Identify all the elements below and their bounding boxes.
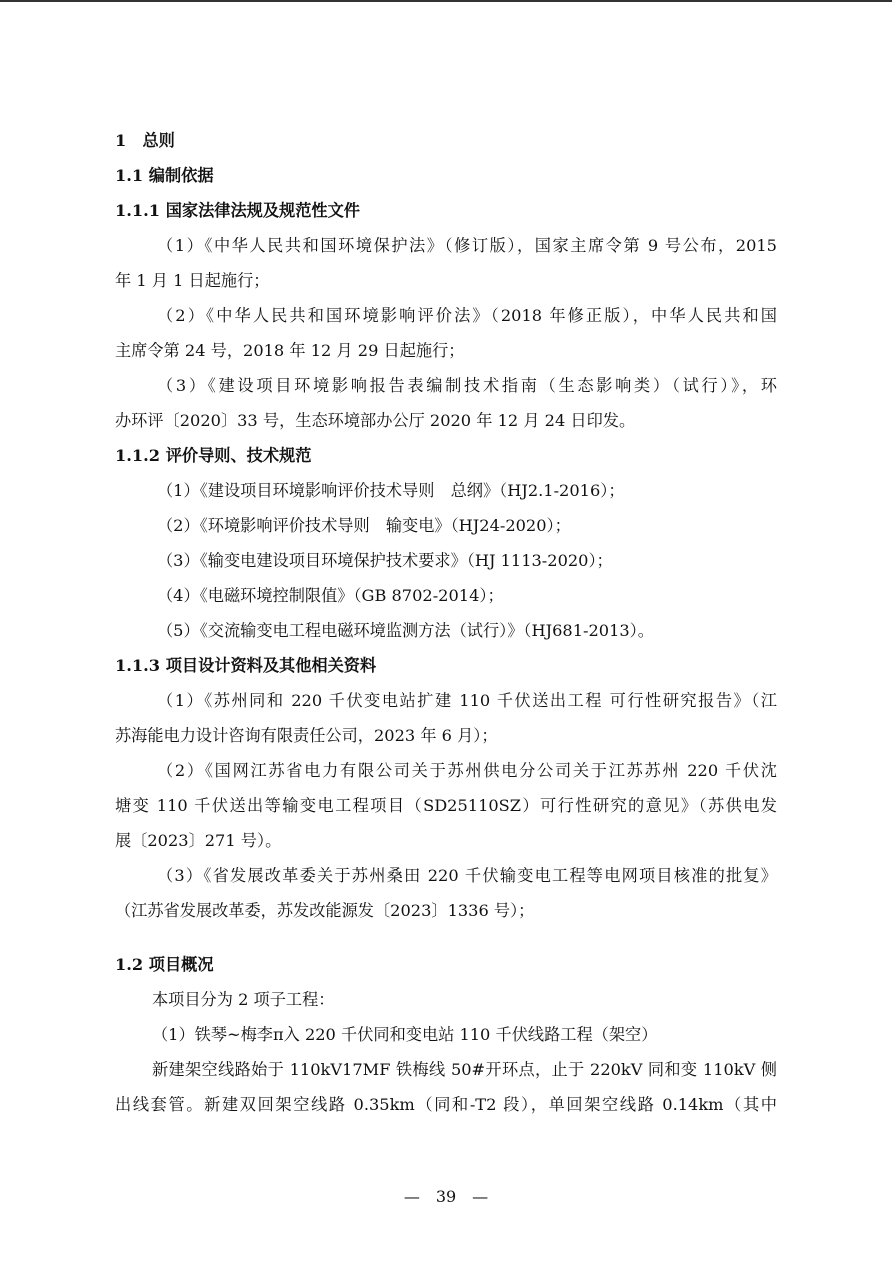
design-doc-item-1-cont: 苏海能电力设计咨询有限责任公司，2023 年 6 月）； — [115, 726, 498, 745]
document-page — [115, 123, 777, 1122]
heading-project-overview: 1.2 项目概况 — [115, 955, 214, 974]
page-number: — 39 — — [403, 1187, 489, 1206]
heading-guidelines-specs: 1.1.2 评价导则、技术规范 — [115, 446, 312, 465]
design-doc-item-2-cont: 塘变 110 千伏送出等输变电工程项目（SD25110SZ）可行性研究的意见》（苏供电发 — [115, 796, 777, 815]
standard-item-5: （5）《交流输变电工程电磁环境监测方法（试行）》（HJ681-2013）。 — [157, 621, 654, 640]
standard-item-4: （4）《电磁环境控制限值》（GB 8702-2014）； — [157, 586, 504, 605]
law-item-2-cont: 主席令第 24 号，2018 年 12 月 29 日起施行； — [115, 341, 465, 360]
law-item-3: （3）《建设项目环境影响报告表编制技术指南（生态影响类）（试行）》，环 — [157, 376, 777, 395]
design-doc-item-2-end: 展〔2023〕271 号）。 — [115, 831, 282, 850]
heading-design-documents: 1.1.3 项目设计资料及其他相关资料 — [115, 656, 377, 675]
heading-general-principles: 1 总则 — [115, 131, 175, 150]
top-border-line — [0, 0, 892, 2]
overview-intro: 本项目分为 2 项子工程： — [152, 990, 335, 1009]
law-item-3-cont: 办环评〔2020〕33 号，生态环境部办公厅 2020 年 12 月 24 日印发。 — [115, 411, 636, 430]
overview-subproject-1: （1）铁琴~梅李π入 220 千伏同和变电站 110 千伏线路工程（架空） — [152, 1025, 658, 1044]
design-doc-item-1: （1）《苏州同和 220 千伏变电站扩建 110 千伏送出工程 可行性研究报告》（江 — [157, 691, 777, 710]
standard-item-2: （2）《环境影响评价技术导则 输变电》（HJ24-2020）； — [157, 516, 571, 535]
design-doc-item-3-cont: （江苏省发展改革委，苏发改能源发〔2023〕1336 号）； — [115, 901, 535, 920]
overview-paragraph-line-1: 新建架空线路始于 110kV17MF 铁梅线 50#开环点，止于 220kV 同和变 110kV 侧 — [152, 1060, 777, 1079]
overview-paragraph-line-2: 出线套管。新建双回架空线路 0.35km（同和-T2 段），单回架空线路 0.14km（其中 — [115, 1095, 777, 1114]
heading-laws-regulations: 1.1.1 国家法律法规及规范性文件 — [115, 201, 360, 220]
design-doc-item-3: （3）《省发展改革委关于苏州桑田 220 千伏输变电工程等电网项目核准的批复》 — [157, 866, 777, 885]
standard-item-3: （3）《输变电建设项目环境保护技术要求》（HJ 1113-2020）； — [157, 551, 613, 570]
design-doc-item-2: （2）《国网江苏省电力有限公司关于苏州供电分公司关于江苏苏州 220 千伏沈 — [157, 761, 777, 780]
heading-compilation-basis: 1.1 编制依据 — [115, 166, 214, 185]
law-item-1: （1）《中华人民共和国环境保护法》（修订版），国家主席令第 9 号公布，2015 — [157, 236, 777, 255]
law-item-2: （2）《中华人民共和国环境影响评价法》（2018 年修正版），中华人民共和国 — [157, 306, 777, 325]
section-spacer — [115, 928, 777, 947]
law-item-1-cont: 年 1 月 1 日起施行； — [115, 271, 270, 290]
standard-item-1: （1）《建设项目环境影响评价技术导则 总纲》（HJ2.1-2016）； — [157, 481, 625, 500]
